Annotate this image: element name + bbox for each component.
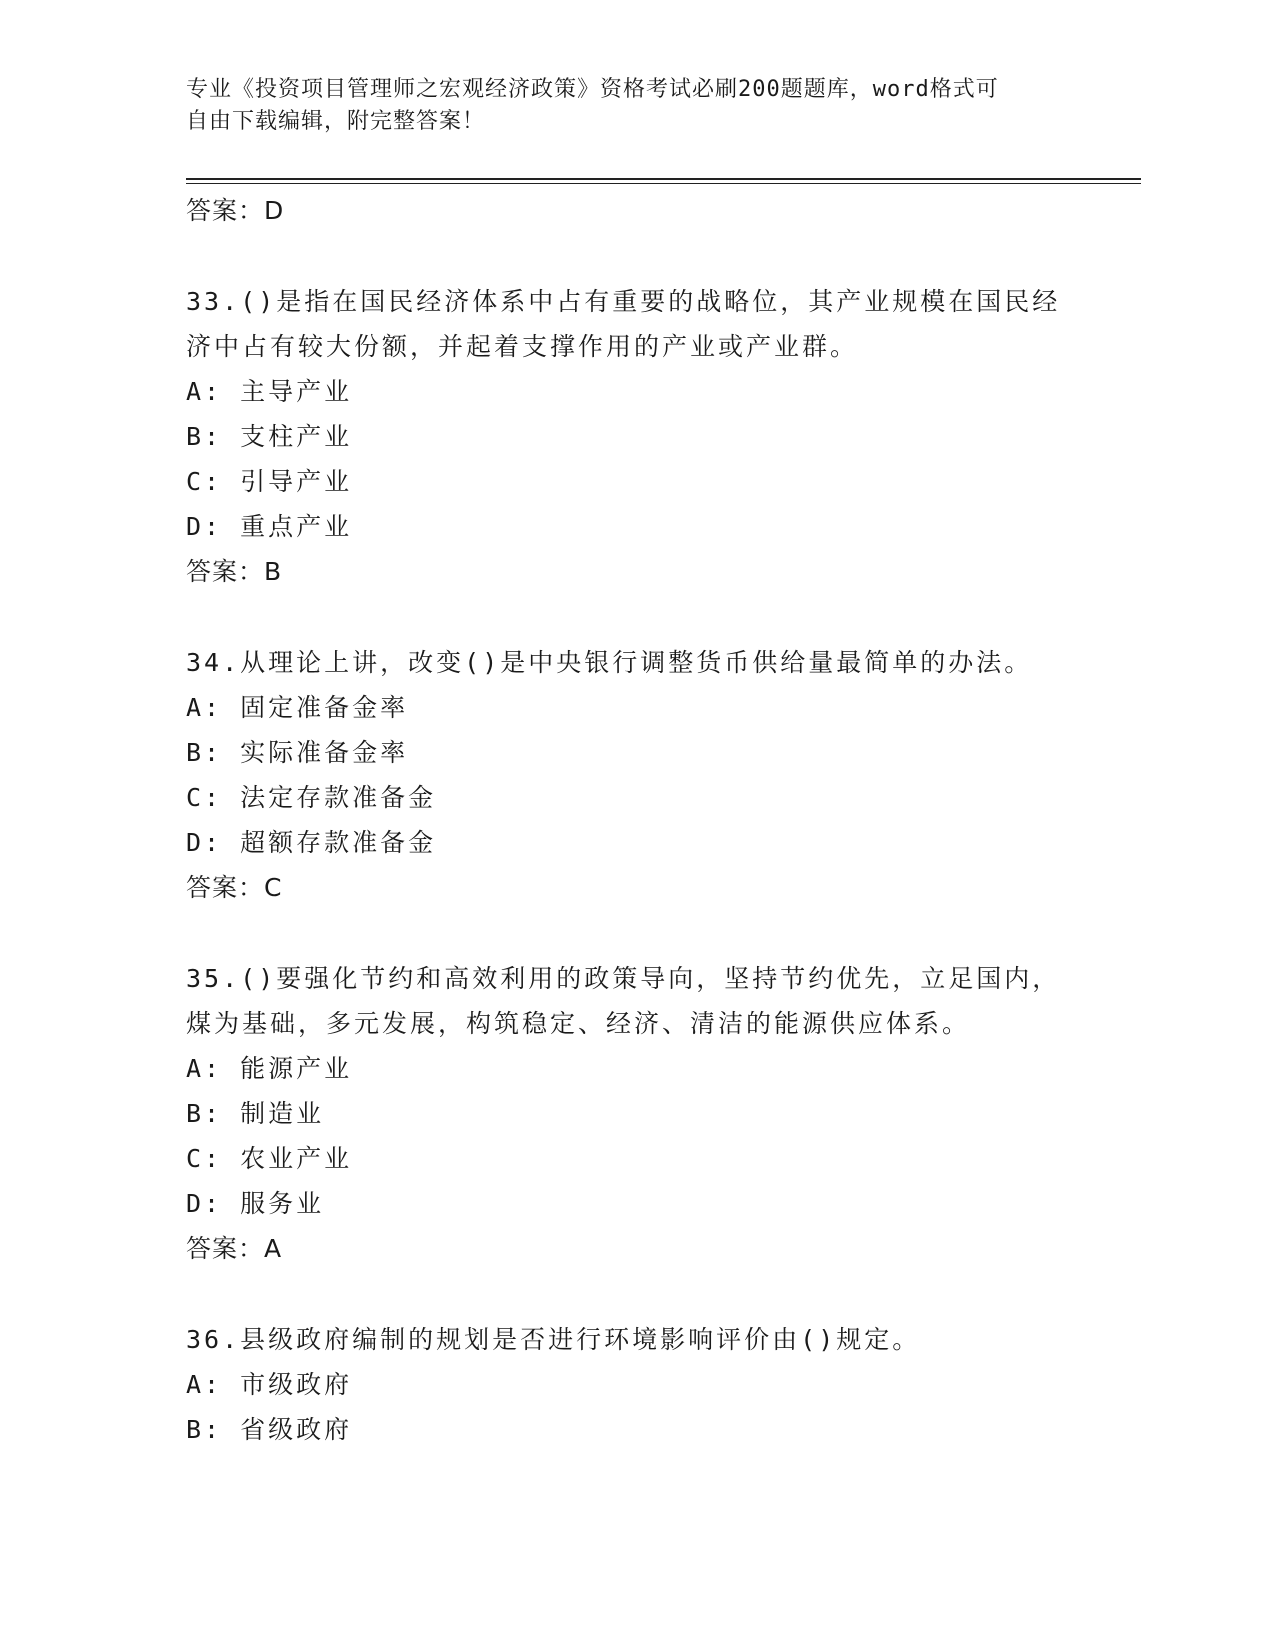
header-line-2: 自由下载编辑，附完整答案！: [186, 109, 486, 134]
question-block: [186, 279, 1141, 594]
answer-line: 答案：D: [186, 196, 285, 225]
document-content: [186, 188, 1141, 1452]
question-line: 33.()是指在国民经济体系中占有重要的战略位，其产业规模在国民经: [186, 287, 1061, 316]
question-line: 35.()要强化节约和高效利用的政策导向，坚持节约优先，立足国内，: [186, 964, 1061, 993]
option-b: B: 制造业: [186, 1099, 325, 1128]
option-c: C: 法定存款准备金: [186, 783, 437, 812]
header-divider: [186, 178, 1141, 184]
option-a: A: 固定准备金率: [186, 693, 409, 722]
answer-line: 答案：A: [186, 1234, 283, 1263]
option-c: C: 农业产业: [186, 1144, 353, 1173]
option-c: C: 引导产业: [186, 467, 353, 496]
question-line: 34.从理论上讲，改变()是中央银行调整货币供给量最简单的办法。: [186, 648, 1033, 677]
header-line-1: 专业《投资项目管理师之宏观经济政策》资格考试必刷200题题库，word格式可: [186, 77, 999, 102]
question-line: 煤为基础，多元发展，构筑稳定、经济、清洁的能源供应体系。: [186, 1009, 971, 1038]
question-line: 济中占有较大份额，并起着支撑作用的产业或产业群。: [186, 332, 859, 361]
option-a: A: 市级政府: [186, 1370, 353, 1399]
question-text: [186, 956, 1141, 1046]
option-b: B: 实际准备金率: [186, 738, 409, 767]
question-block: [186, 1317, 1141, 1452]
question-text: [186, 1317, 1141, 1362]
option-d: D: 重点产业: [186, 512, 353, 541]
question-text: [186, 279, 1141, 369]
spacer: [186, 233, 1141, 279]
option-d: D: 超额存款准备金: [186, 828, 437, 857]
document-header: [186, 74, 1086, 138]
question-text: [186, 640, 1141, 685]
spacer: [186, 594, 1141, 640]
question-line: 36.县级政府编制的规划是否进行环境影响评价由()规定。: [186, 1325, 921, 1354]
answer-line: 答案：C: [186, 873, 283, 902]
question-block: [186, 640, 1141, 910]
question-block: [186, 956, 1141, 1271]
option-a: A: 能源产业: [186, 1054, 353, 1083]
answer-line: 答案：B: [186, 557, 283, 586]
spacer: [186, 1271, 1141, 1317]
option-a: A: 主导产业: [186, 377, 353, 406]
spacer: [186, 910, 1141, 956]
option-d: D: 服务业: [186, 1189, 325, 1218]
option-b: B: 省级政府: [186, 1415, 353, 1444]
option-b: B: 支柱产业: [186, 422, 353, 451]
